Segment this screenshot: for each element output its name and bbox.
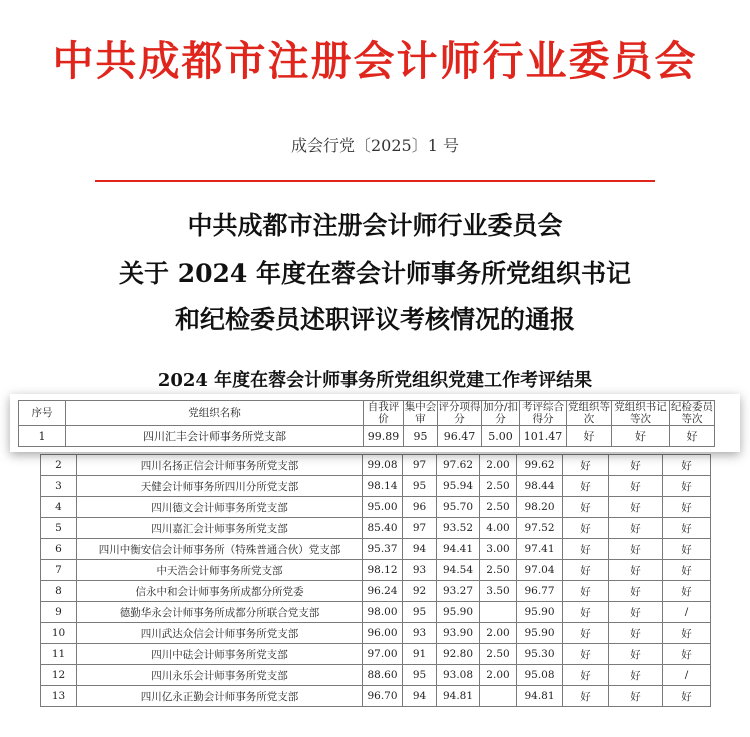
- table-title: 2024 年度在蓉会计师事务所党组织党建工作考评结果: [157, 370, 593, 391]
- cell-review: 95: [403, 602, 437, 623]
- cell-item: 95.70: [437, 497, 480, 518]
- cell-item: 94.54: [437, 560, 480, 581]
- cell-item: 95.90: [437, 602, 480, 623]
- cell-review: 93: [403, 623, 437, 644]
- cell-no: 9: [41, 602, 77, 623]
- cell-review: 96: [403, 497, 437, 518]
- cell-adj: 2.00: [480, 665, 517, 686]
- cell-name: 四川亿永正勤会计师事务所党支部: [77, 686, 363, 707]
- cell-sec: 好: [609, 476, 663, 497]
- cell-name: 四川德文会计师事务所党支部: [77, 497, 363, 518]
- cell-sec: 好: [609, 497, 663, 518]
- cell-org: 好: [563, 602, 609, 623]
- red-divider: [95, 180, 655, 182]
- cell-disc: 好: [663, 623, 711, 644]
- cell-self: 96.00: [363, 623, 403, 644]
- cell-self: 98.12: [363, 560, 403, 581]
- cell-self: 96.70: [363, 686, 403, 707]
- cell-org: 好: [563, 455, 609, 476]
- document-number: 成会行党〔2025〕1 号: [291, 136, 459, 155]
- header-cell: 自我评价: [364, 401, 404, 426]
- cell-self: 99.08: [363, 455, 403, 476]
- cell-org: 好: [563, 539, 609, 560]
- header-cell: 党组织等次: [568, 401, 610, 425]
- cell-total: 101.47: [520, 426, 567, 447]
- cell-no: 10: [41, 623, 77, 644]
- header-cell: 加分/扣分: [482, 401, 519, 425]
- cell-org: 好: [563, 623, 609, 644]
- header-cell: 党组织名称: [66, 401, 364, 426]
- table-row: [41, 560, 711, 581]
- header-cell: 考评综合得分: [520, 401, 567, 426]
- cell-no: 5: [41, 518, 77, 539]
- cell-name: 四川永乐会计师事务所党支部: [77, 665, 363, 686]
- table-row: [41, 497, 711, 518]
- cell-disc: 好: [663, 455, 711, 476]
- cell-adj: 2.50: [480, 560, 517, 581]
- cell-name: 中天浩会计师事务所党支部: [77, 560, 363, 581]
- table-row: [41, 665, 711, 686]
- cell-review: 94: [403, 686, 437, 707]
- cell-disc: 好: [663, 581, 711, 602]
- cell-disc: 好: [663, 497, 711, 518]
- cell-review: 97: [403, 455, 437, 476]
- cell-sec: 好: [609, 455, 663, 476]
- header-row: [19, 401, 715, 426]
- table-row: [41, 686, 711, 707]
- table-row: [41, 518, 711, 539]
- cell-adj: 2.00: [480, 623, 517, 644]
- cell-sec: 好: [609, 581, 663, 602]
- title-line-3: 和纪检委员述职评议考核情况的通报: [174, 305, 575, 334]
- table-row: [41, 644, 711, 665]
- cell-self: 95.37: [363, 539, 403, 560]
- cell-no: 13: [41, 686, 77, 707]
- cell-no: 4: [41, 497, 77, 518]
- cell-item: 94.81: [437, 686, 480, 707]
- cell-item: 96.47: [438, 426, 482, 447]
- cell-disc: 好: [663, 476, 711, 497]
- cell-adj: 3.50: [480, 581, 517, 602]
- title-line-1: 中共成都市注册会计师行业委员会: [187, 211, 563, 240]
- table-row: [19, 426, 715, 447]
- cell-disc: 好: [663, 518, 711, 539]
- cell-no: 7: [41, 560, 77, 581]
- cell-sec: 好: [609, 644, 663, 665]
- cell-review: 91: [403, 644, 437, 665]
- cell-sec: 好: [609, 602, 663, 623]
- cell-org: 好: [563, 665, 609, 686]
- cell-total: 97.04: [517, 560, 563, 581]
- cell-adj: 2.50: [480, 644, 517, 665]
- table-row: [41, 602, 711, 623]
- cell-total: 95.30: [517, 644, 563, 665]
- cell-disc: 好: [663, 644, 711, 665]
- cell-self: 95.00: [363, 497, 403, 518]
- cell-adj: 4.00: [480, 518, 517, 539]
- cell-org: 好: [567, 426, 612, 447]
- cell-total: 95.90: [517, 623, 563, 644]
- table-row: [41, 581, 711, 602]
- cell-item: 95.94: [437, 476, 480, 497]
- cell-item: 93.08: [437, 665, 480, 686]
- header-cell: 党组织书记等次: [612, 401, 670, 426]
- cell-no: 8: [41, 581, 77, 602]
- cell-disc: /: [663, 602, 711, 623]
- cell-item: 93.52: [437, 518, 480, 539]
- cell-adj: 2.50: [480, 476, 517, 497]
- table-row: [41, 623, 711, 644]
- cell-no: 12: [41, 665, 77, 686]
- cell-adj: 2.00: [480, 455, 517, 476]
- cell-self: 96.24: [363, 581, 403, 602]
- cell-adj: 2.50: [480, 497, 517, 518]
- cell-disc: 好: [663, 560, 711, 581]
- cell-total: 97.41: [517, 539, 563, 560]
- cell-name: 四川汇丰会计师事务所党支部: [66, 426, 364, 447]
- table-row: [41, 539, 711, 560]
- cell-total: 95.08: [517, 665, 563, 686]
- cell-total: 95.90: [517, 602, 563, 623]
- header-cell: 纪检委员等次: [671, 401, 713, 425]
- cell-adj: 3.00: [480, 539, 517, 560]
- cell-adj: [480, 686, 517, 707]
- cell-sec: 好: [609, 686, 663, 707]
- cell-disc: /: [663, 665, 711, 686]
- cell-adj: 5.00: [482, 426, 520, 447]
- cell-review: 92: [403, 581, 437, 602]
- cell-name: 信永中和会计师事务所成都分所党委: [77, 581, 363, 602]
- table-header-block: [18, 400, 715, 447]
- header-cell: 集中会审: [404, 401, 437, 425]
- cell-sec: 好: [609, 665, 663, 686]
- cell-item: 92.80: [437, 644, 480, 665]
- cell-review: 95: [403, 665, 437, 686]
- cell-no: 1: [19, 426, 66, 447]
- title-line-2: 关于 2024 年度在蓉会计师事务所党组织书记: [119, 259, 631, 288]
- cell-org: 好: [563, 518, 609, 539]
- cell-org: 好: [563, 476, 609, 497]
- cell-name: 四川中衡安信会计师事务所（特殊普通合伙）党支部: [77, 539, 363, 560]
- cell-review: 95: [404, 426, 438, 447]
- cell-disc: 好: [663, 686, 711, 707]
- cell-item: 93.27: [437, 581, 480, 602]
- cell-sec: 好: [609, 623, 663, 644]
- cell-org: 好: [563, 644, 609, 665]
- cell-org: 好: [563, 560, 609, 581]
- cell-no: 2: [41, 455, 77, 476]
- cell-adj: [480, 602, 517, 623]
- cell-no: 6: [41, 539, 77, 560]
- header-cell: 评分项得分: [438, 401, 481, 425]
- cell-org: 好: [563, 497, 609, 518]
- cell-item: 97.62: [437, 455, 480, 476]
- cell-name: 四川武达众信会计师事务所党支部: [77, 623, 363, 644]
- cell-no: 11: [41, 644, 77, 665]
- cell-name: 德勤华永会计师事务所成都分所联合党支部: [77, 602, 363, 623]
- cell-review: 94: [403, 539, 437, 560]
- cell-self: 85.40: [363, 518, 403, 539]
- cell-total: 96.77: [517, 581, 563, 602]
- cell-sec: 好: [609, 518, 663, 539]
- cell-org: 好: [563, 581, 609, 602]
- cell-review: 95: [403, 476, 437, 497]
- cell-self: 98.00: [363, 602, 403, 623]
- cell-review: 97: [403, 518, 437, 539]
- cell-self: 98.14: [363, 476, 403, 497]
- cell-total: 98.20: [517, 497, 563, 518]
- table-row: [41, 476, 711, 497]
- cell-disc: 好: [670, 426, 715, 447]
- cell-name: 四川嘉汇会计师事务所党支部: [77, 518, 363, 539]
- cell-total: 98.44: [517, 476, 563, 497]
- cell-item: 94.41: [437, 539, 480, 560]
- cell-self: 99.89: [364, 426, 404, 447]
- cell-total: 99.62: [517, 455, 563, 476]
- table-row: [41, 455, 711, 476]
- cell-item: 93.90: [437, 623, 480, 644]
- cell-name: 天健会计师事务所四川分所党支部: [77, 476, 363, 497]
- results-table: [40, 454, 711, 707]
- cell-no: 3: [41, 476, 77, 497]
- cell-total: 94.81: [517, 686, 563, 707]
- cell-sec: 好: [612, 426, 670, 447]
- cell-name: 四川名扬正信会计师事务所党支部: [77, 455, 363, 476]
- cell-disc: 好: [663, 539, 711, 560]
- cell-sec: 好: [609, 560, 663, 581]
- cell-org: 好: [563, 686, 609, 707]
- cell-sec: 好: [609, 539, 663, 560]
- header-cell: 序号: [19, 401, 66, 426]
- cell-self: 97.00: [363, 644, 403, 665]
- cell-total: 97.52: [517, 518, 563, 539]
- cell-name: 四川中砝会计师事务所党支部: [77, 644, 363, 665]
- cell-review: 93: [403, 560, 437, 581]
- cell-self: 88.60: [363, 665, 403, 686]
- masthead: 中共成都市注册会计师行业委员会: [52, 37, 698, 85]
